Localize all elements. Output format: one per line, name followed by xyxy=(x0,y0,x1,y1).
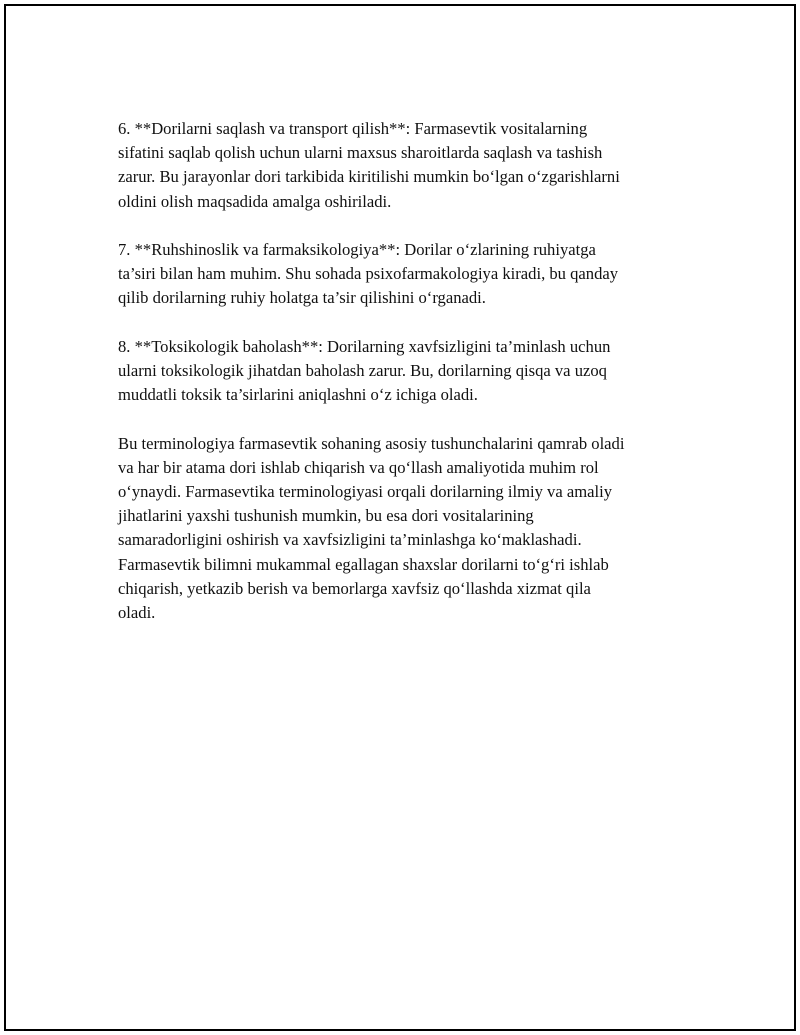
paragraph-storage-transport: 6. **Dorilarni saqlash va transport qilish**: Farmasevtik vositalarning sifatini saqlab qolish uchun ularni maxsus sharoitlarda saqlash va tashish zarur. Bu jarayonlar dori tarkibida kiritilishi mumkin bo‘lgan o‘zgarishlarni oldini olish maqsadida amalga oshiriladi. xyxy=(118,119,620,211)
paragraph-psychopharmacology: 7. **Ruhshinoslik va farmaksikologiya**: Dorilar o‘zlarining ruhiyatga ta’siri bilan ham muhim. Shu sohada psixofarmakologiya kiradi, bu qanday qilib dorilarning ruhiy holatga ta’sir qilishini o‘rganadi. xyxy=(118,240,619,308)
paragraph-toxicology: 8. **Toksikologik baholash**: Dorilarning xavfsizligini ta’minlash uchun ularni toksikologik jihatdan baholash zarur. Bu, dorilarning qisqa va uzoq muddatli toksik ta’sirlarini aniqlashni o‘z ichiga oladi. xyxy=(118,336,611,405)
paragraph-conclusion: Bu terminologiya farmasevtik sohaning asosiy tushunchalarini qamrab oladi va har bir atama dori ishlab chiqarish va qo‘llash amaliyotida muhim rol o‘ynaydi. Farmasevtika terminologiyasi orqali dorilarning ilmiy va amaliy jihatlarini yaxshi tushunish mumkin, bu esa dori vositalarining samaradorligini oshirish va xavfsizligini ta’minlashga ko‘maklashadi. Farmasevtik bilimni mukammal egallagan shaxslar dorilarni to‘g‘ri ishlab chiqarish, yetkazib berish va bemorlarga xavfsiz qo‘llashda xizmat qila oladi. xyxy=(118,433,625,623)
document-body xyxy=(118,117,698,649)
